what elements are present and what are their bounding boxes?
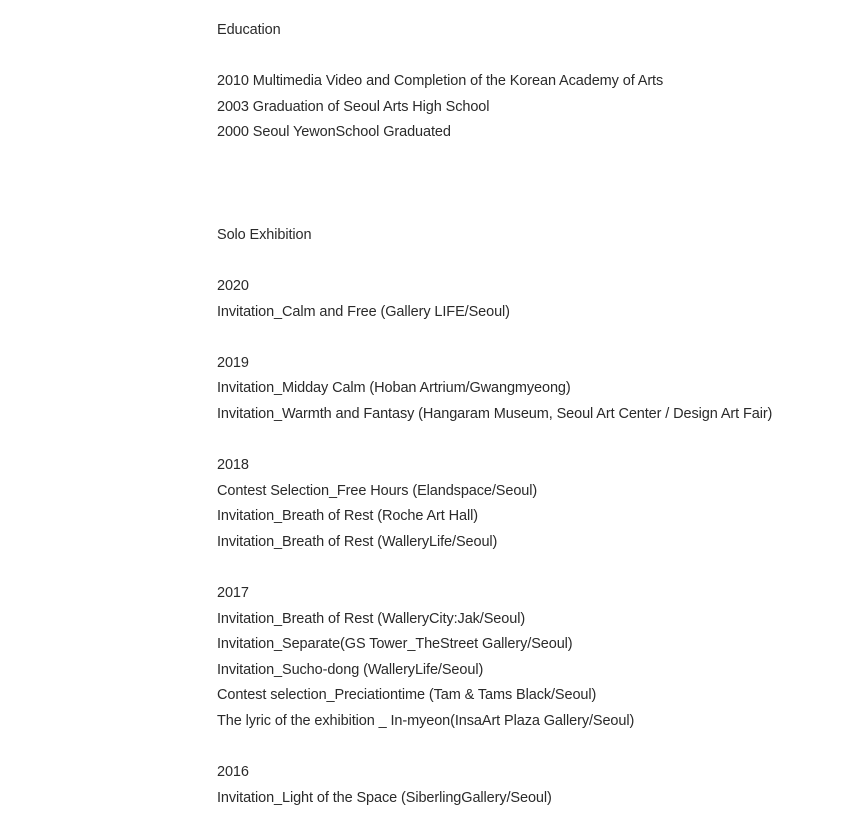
- exhibition-item: Invitation_Breath of Rest (WalleryCity:Jak/Seoul): [217, 610, 526, 627]
- exhibition-item: Contest selection_Preciationtime (Tam & Tams Black/Seoul): [217, 687, 597, 704]
- section-heading-education: Education: [217, 22, 281, 38]
- exhibition-item: Invitation_Calm and Free (Gallery LIFE/Seoul): [217, 303, 510, 320]
- section-spacer: [217, 148, 837, 225]
- exhibition-item: Contest Selection_Free Hours (Elandspace/Seoul): [217, 482, 538, 499]
- exhibition-item: Invitation_Breath of Rest (Roche Art Hall): [217, 508, 478, 525]
- year-group-2017: [217, 583, 837, 737]
- exhibition-item: Invitation_Light of the Space (SiberlingGallery/Seoul): [217, 789, 552, 806]
- cv-document: [217, 20, 837, 813]
- spacer: [217, 250, 837, 276]
- year-label: 2017: [217, 585, 249, 602]
- year-label: 2016: [217, 764, 249, 781]
- spacer: [217, 557, 837, 583]
- year-group-2019: [217, 353, 837, 430]
- education-section: [217, 20, 837, 148]
- year-label: 2020: [217, 277, 249, 294]
- education-item: 2003 Graduation of Seoul Arts High School: [217, 98, 490, 115]
- spacer: [217, 46, 837, 72]
- spacer: [217, 430, 837, 456]
- exhibition-item: Invitation_Warmth and Fantasy (Hangaram Museum, Seoul Art Center / Design Art Fair): [217, 405, 773, 422]
- exhibition-item: Invitation_Breath of Rest (WalleryLife/Seoul): [217, 533, 498, 550]
- exhibition-item: Invitation_Midday Calm (Hoban Artrium/Gwangmyeong): [217, 380, 571, 397]
- year-group-2016: [217, 762, 837, 813]
- exhibition-item: Invitation_Sucho-dong (WalleryLife/Seoul): [217, 661, 484, 678]
- year-group-2018: [217, 455, 837, 557]
- year-label: 2019: [217, 354, 249, 371]
- year-group-2020: [217, 276, 837, 327]
- spacer: [217, 737, 837, 763]
- spacer: [217, 327, 837, 353]
- section-heading-solo-exhibition: Solo Exhibition: [217, 226, 312, 243]
- education-item: 2010 Multimedia Video and Completion of the Korean Academy of Arts: [217, 73, 664, 90]
- year-label: 2018: [217, 457, 249, 474]
- exhibition-item: Invitation_Separate(GS Tower_TheStreet Gallery/Seoul): [217, 636, 573, 653]
- solo-exhibition-section: [217, 225, 837, 814]
- education-item: 2000 Seoul YewonSchool Graduated: [217, 124, 451, 141]
- exhibition-item: The lyric of the exhibition _ In-myeon(InsaArt Plaza Gallery/Seoul): [217, 713, 635, 730]
